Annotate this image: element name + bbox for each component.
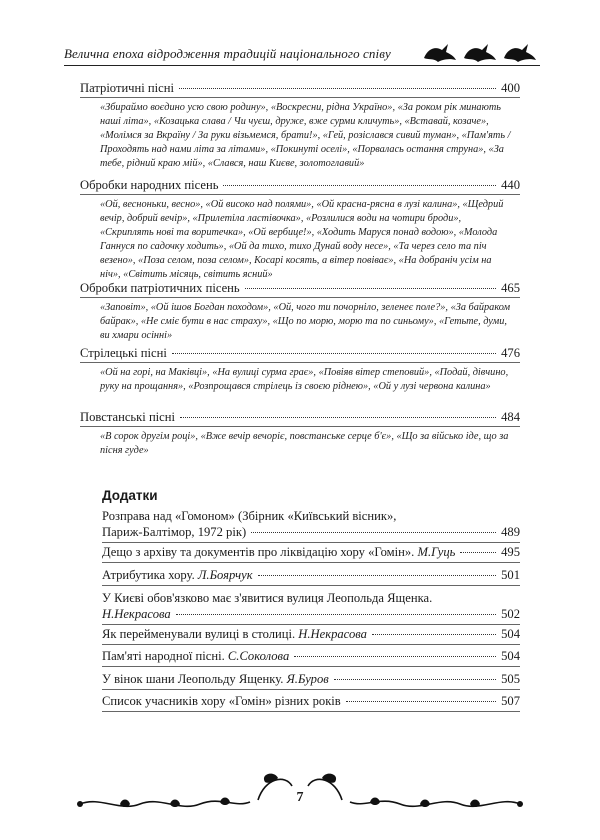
dot-leader: [245, 288, 496, 289]
song-list: «Ой на горі, на Маківці», «На вулиці сурма грає», «Повіяв вітер степовий», «Подай, дівчино, руку на прощання», «Розпрощався стрілець із своєю ріднею», «Ой у лузі червона калина»: [100, 367, 509, 392]
toc-section: [80, 177, 520, 282]
section-rule: [80, 194, 520, 195]
appendix-item-title[interactable]: Список учасників хору «Гомін» різних років: [102, 694, 341, 708]
toc-section-title[interactable]: Повстанські пісні: [80, 410, 176, 424]
appendix-item-author: Л.Боярчук: [197, 568, 253, 582]
appendix-item-title-wrap[interactable]: [102, 648, 289, 664]
appendix-item: [102, 648, 520, 667]
toc-page-number: 476: [501, 346, 520, 360]
section-rule: [80, 426, 520, 427]
item-rule: [102, 644, 520, 645]
page-footer: [60, 768, 540, 818]
dot-leader: [258, 575, 497, 576]
appendix-item-title[interactable]: Атрибутика хору.: [102, 568, 195, 582]
toc-page-number: 440: [501, 178, 520, 192]
page-number: 7: [293, 790, 308, 806]
appendix-item-title[interactable]: Як перейменували вулиці в столиці.: [102, 627, 296, 641]
appendix-item: [102, 626, 520, 645]
header-rule: [64, 65, 540, 66]
item-rule: [102, 542, 520, 543]
appendix-item-title-wrap[interactable]: [102, 671, 329, 687]
running-header-title: Величнa епоха відродження традицій національного співу: [64, 46, 391, 61]
appendix-item-title-wrap[interactable]: [102, 544, 455, 560]
appendix-page-number: 495: [501, 545, 520, 559]
dot-leader: [179, 88, 496, 89]
appendix-item: [102, 671, 520, 690]
appendix-item-author: Я.Буров: [286, 672, 329, 686]
appendix-page-number: 507: [501, 694, 520, 708]
running-header: [64, 40, 540, 72]
bird-ornament-icon: [420, 40, 540, 64]
appendix-item: [102, 508, 520, 543]
appendix-item-author: Н.Некрасова: [298, 627, 367, 641]
toc-page-number: 400: [501, 81, 520, 95]
appendix-item: [102, 567, 520, 586]
appendix-page-number: 504: [501, 649, 520, 663]
toc-page-number: 465: [501, 281, 520, 295]
toc-section: [80, 409, 520, 458]
section-rule: [80, 297, 520, 298]
appendix-item-title[interactable]: У вінок шани Леопольду Ященку.: [102, 672, 284, 686]
item-rule: [102, 624, 520, 625]
appendix-item-title[interactable]: Париж-Балтімор, 1972 рік): [102, 525, 247, 539]
item-rule: [102, 585, 520, 586]
appendix-item-line1[interactable]: У Києві обов'язково має з'явитися вулиця Леопольда Ященка.: [102, 591, 433, 605]
dot-leader: [334, 679, 496, 680]
toc-section: [80, 345, 520, 394]
item-rule: [102, 562, 520, 563]
dot-leader: [460, 552, 496, 553]
appendix-page-number: 502: [501, 607, 520, 621]
appendix-item: [102, 544, 520, 563]
toc-section-title[interactable]: Обробки народних пісень: [80, 178, 219, 192]
section-rule: [80, 97, 520, 98]
song-list: «В сорок другім році», «Вже вечір вечоріє, повстанське серце б'є», «Що за військо іде, що за пісня гуде»: [100, 431, 509, 456]
appendix-item-author: С.Соколова: [227, 649, 290, 663]
toc-page-number: 484: [501, 410, 520, 424]
appendix-item-author: Н.Некрасова: [102, 607, 171, 621]
dot-leader: [223, 185, 496, 186]
item-rule: [102, 689, 520, 690]
dot-leader: [180, 417, 496, 418]
appendix-item-author: М.Гуць: [417, 545, 456, 559]
toc-section-title[interactable]: Обробки патріотичних пісень: [80, 281, 240, 295]
appendix-item-title[interactable]: Пам'яті народної пісні.: [102, 649, 225, 663]
dot-leader: [172, 353, 496, 354]
toc-section: [80, 80, 520, 171]
appendix-item-title-wrap[interactable]: [102, 626, 367, 642]
appendix-page-number: 505: [501, 672, 520, 686]
appendix-item-line1[interactable]: Розправа над «Гомоном» (Збірник «Київський вісник»,: [102, 509, 397, 523]
appendix-page-number: 501: [501, 568, 520, 582]
dot-leader: [251, 532, 496, 533]
appendix-item-title-wrap[interactable]: [102, 567, 253, 583]
item-rule: [102, 711, 520, 712]
appendix-heading: Додатки: [102, 488, 158, 503]
appendix-page-number: 489: [501, 525, 520, 539]
song-list: «Ой, весноньки, весно», «Ой високо над полями», «Ой красна-рясна в лузі калина», «Щедрий вечір, добрий вечір», «Прилетіла ластівочка», «Розлилися води на чотири броди», «Скриплять нові та воритечка», «Ой вербице!», «Ходить Маруся понад водою», «Молода Ганнуся по садочку ходить», «Ой да тихо, тихо Дунай воду несе», «Та через село та піч везено», «Поза селом, поза селом», Косарі косять, а вітер повіває», «На добраніч усім на ніч», «Світить місяць, світить ясний»: [100, 199, 504, 280]
dot-leader: [372, 634, 496, 635]
appendix-item-title[interactable]: Дещо з архіву та документів про ліквідацію хору «Гомін».: [102, 545, 415, 559]
appendix-item: [102, 693, 520, 712]
song-list: «Збираймо воєдино усю свою родину», «Воскресни, рідна Україно», «За роком рік минають наші літа», «Козацька слава / Чи чуєш, друже, вже сурми кличуть», «Вставай, козаче», «Молімся за Вкраїну / За руки візьмемся, брати!», «Гей, розіслався сивий туман», «Пам'ять / Проходять над нами літа за літами», «Покинуті оселі», «Порвалась остання струна», «За тебе, рідний краю мій», «Слався, наш Києве, золотоглавий»: [100, 102, 511, 169]
toc-section: [80, 280, 520, 343]
appendix-page-number: 504: [501, 627, 520, 641]
dot-leader: [176, 614, 496, 615]
dot-leader: [294, 656, 496, 657]
dot-leader: [346, 701, 496, 702]
toc-section-title[interactable]: Стрілецькі пісні: [80, 346, 167, 360]
appendix-item: [102, 590, 520, 625]
song-list: «Заповіт», «Ой ішов Богдан походом», «Ой, чого ти почорніло, зеленеє поле?», «За байраком байрак», «Не сміє бути в нас страху», «Що по морю, морю та по синьому», «Гетьте, думи, ви хмари осінні»: [100, 302, 511, 341]
section-rule: [80, 362, 520, 363]
item-rule: [102, 666, 520, 667]
toc-section-title[interactable]: Патріотичні пісні: [80, 81, 174, 95]
